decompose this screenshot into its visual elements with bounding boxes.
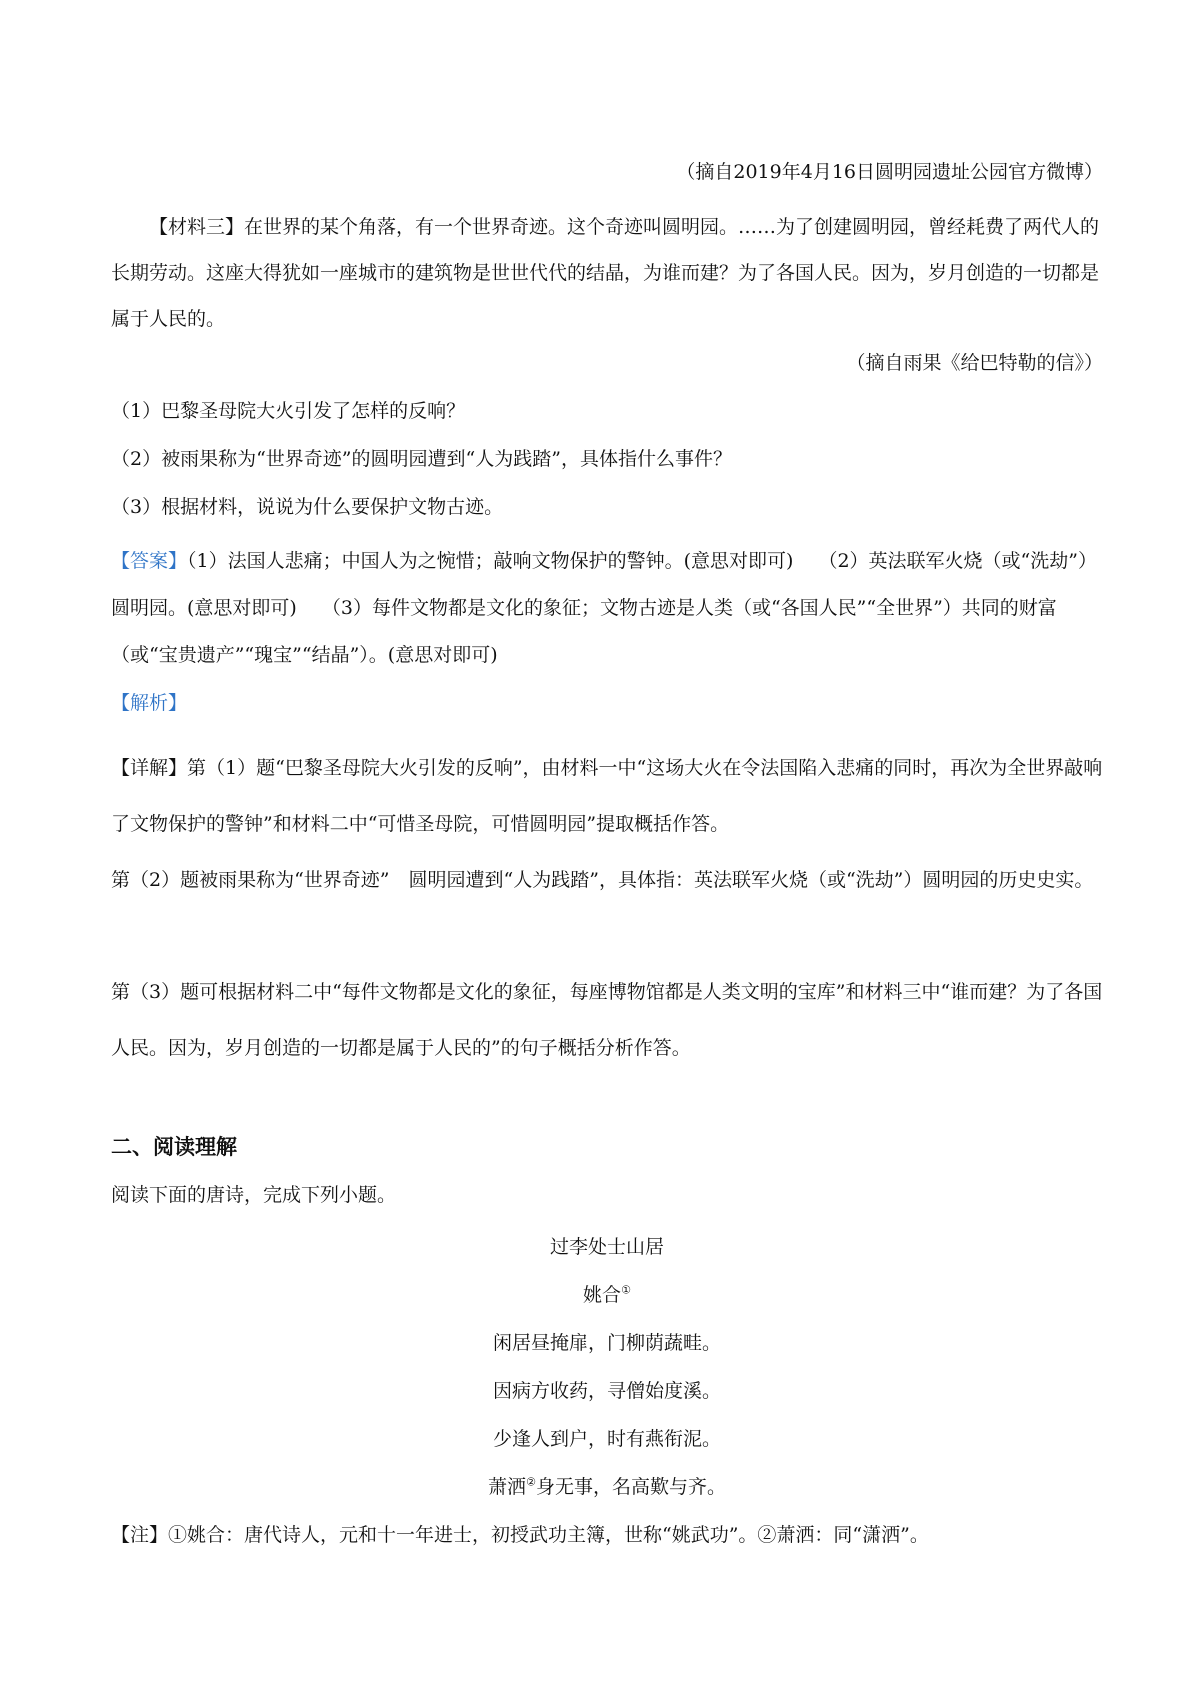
poem-line-4 bbox=[111, 1472, 1103, 1499]
question-3: （3）根据材料，说说为什么要保护文物古迹。 bbox=[111, 496, 504, 518]
source-citation-weibo: （摘自2019年4月16日圆明园遗址公园官方微博） bbox=[676, 161, 1103, 183]
question-1: （1）巴黎圣母院大火引发了怎样的反响？ bbox=[111, 400, 466, 422]
poem-author bbox=[111, 1280, 1103, 1307]
poem-author-note-mark: ① bbox=[621, 1283, 631, 1297]
poem-line-2: 因病方收药，寻僧始度溪。 bbox=[492, 1380, 721, 1402]
answer-text: （1）法国人悲痛；中国人为之惋惜；敲响文物保护的警钟。(意思对即可) （2）英法联军火烧（或“洗劫”）圆明园。(意思对即可) （3）每件文物都是文化的象征；文物古迹是人类（或“各国人民”“全世界”）共同的财富（或“宝贵遗产”“瑰宝”“结晶”）。(意思对即可) bbox=[111, 550, 1097, 666]
detail-paragraph-1 bbox=[111, 740, 1103, 852]
poem-line-3: 少逢人到户，时有燕衔泥。 bbox=[492, 1428, 721, 1450]
detail-text-1: 第（1）题“巴黎圣母院大火引发的反响”，由材料一中“这场大火在令法国陷入悲痛的同时，再次为全世界敲响了文物保护的警钟”和材料二中“可惜圣母院，可惜圆明园”提取概括作答。 bbox=[111, 757, 1103, 835]
material-three-paragraph bbox=[111, 204, 1103, 342]
answer-label: 【答案】 bbox=[111, 550, 188, 572]
material-three-text: 在世界的某个角落，有一个世界奇迹。这个奇迹叫圆明园。……为了创建圆明园，曾经耗费了两代人的长期劳动。这座大得犹如一座城市的建筑物是世世代代的结晶，为谁而建？为了各国人民。因为，岁月创造的一切都是属于人民的。 bbox=[111, 216, 1100, 330]
poem-line-1: 闲居昼掩扉，门柳荫蔬畦。 bbox=[492, 1332, 721, 1354]
poem-title: 过李处士山居 bbox=[549, 1236, 664, 1258]
poem-line-4-start: 萧洒 bbox=[488, 1476, 527, 1498]
material-three-label: 【材料三】 bbox=[149, 216, 245, 238]
reading-instruction: 阅读下面的唐诗，完成下列小题。 bbox=[111, 1184, 397, 1206]
answer-paragraph bbox=[111, 538, 1103, 679]
poem-line-4-note-mark: ② bbox=[526, 1475, 536, 1489]
poem-line-4-end: 身无事，名高歎与齐。 bbox=[535, 1476, 726, 1498]
analysis-label: 【解析】 bbox=[111, 692, 188, 714]
poem-footnote: 【注】①姚合：唐代诗人，元和十一年进士，初授武功主簿，世称“姚武功”。②萧洒：同“潇洒”。 bbox=[111, 1524, 929, 1546]
detail-label: 【详解】 bbox=[111, 757, 188, 779]
poem-author-name: 姚合 bbox=[583, 1284, 622, 1306]
detail-paragraph-2: 第（2）题被雨果称为“世界奇迹” 圆明园遭到“人为践踏”，具体指：英法联军火烧（或“洗劫”）圆明园的历史史实。 bbox=[111, 869, 1094, 891]
section-title: 二、阅读理解 bbox=[111, 1135, 237, 1159]
detail-paragraph-3: 第（3）题可根据材料二中“每件文物都是文化的象征，每座博物馆都是人类文明的宝库”和材料三中“谁而建？为了各国人民。因为，岁月创造的一切都是属于人民的”的句子概括分析作答。 bbox=[111, 981, 1103, 1059]
question-2: （2）被雨果称为“世界奇迹”的圆明园遭到“人为践踏”，具体指什么事件？ bbox=[111, 448, 732, 470]
source-citation-hugo: （摘自雨果《给巴特勒的信》） bbox=[846, 352, 1103, 374]
